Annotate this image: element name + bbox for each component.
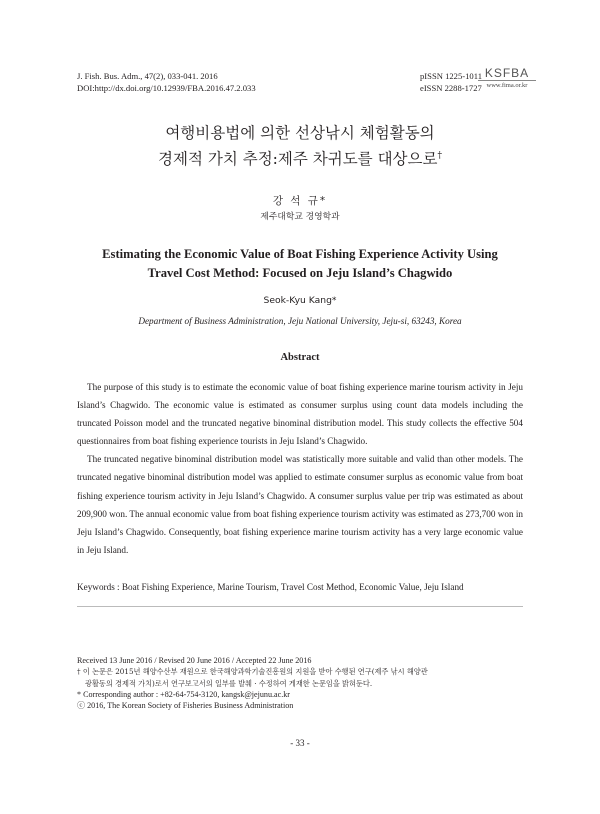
logo-url[interactable]: www.fima.or.kr bbox=[486, 82, 528, 89]
english-title bbox=[60, 245, 540, 283]
footnote-divider bbox=[77, 606, 523, 607]
english-title-line2: Travel Cost Method: Focused on Jeju Island’s Chagwido bbox=[147, 266, 453, 280]
korean-author: 강 석 규* bbox=[272, 195, 328, 207]
korean-title-line1: 여행비용법에 의한 선상낚시 체험활동의 bbox=[165, 124, 435, 142]
funding-note-line1: † 이 논문은 2015년 해양수산부 재원으로 한국해양과학기술진흥원의 지원을 받아 수행된 연구(제주 낚시 해양관 bbox=[77, 667, 428, 677]
abstract-paragraph-2: The truncated negative binominal distribution model was statistically more suitable and valid than other models. The truncated negative binominal distribution model was applied to estimate consumer surplus as economic value from boat fishing experience tourism activity in Jeju Island’s Chagwido. A consumer surplus value per trip was estimated as about 209,900 won. The annual economic value from boat fishing experience tourism activity was estimated as 273,700 won in Jeju Island’s Chagwido. Consequently, boat fishing experience marine tourism activity has a very large economic value in Jeju Island. bbox=[77, 454, 523, 555]
logo-mark: KSFBA bbox=[478, 67, 536, 81]
issn-block bbox=[420, 70, 482, 94]
pissn: pISSN 1225-1011 bbox=[420, 71, 482, 81]
journal-citation: J. Fish. Bus. Adm., 47(2), 033-041. 2016 bbox=[77, 71, 218, 81]
keywords: Keywords : Boat Fishing Experience, Marine Tourism, Travel Cost Method, Economic Value, Jeju Island bbox=[77, 582, 464, 592]
journal-header bbox=[77, 70, 256, 94]
korean-affiliation: 제주대학교 경영학과 bbox=[260, 212, 340, 222]
doi-link[interactable]: DOI:http://dx.doi.org/10.12939/FBA.2016.47.2.033 bbox=[77, 83, 256, 93]
ksfba-logo bbox=[478, 67, 536, 90]
page-number: - 33 - bbox=[290, 738, 310, 748]
abstract-paragraph-1: The purpose of this study is to estimate the economic value of boat fishing experience marine tourism activity in Jeju Island’s Chagwido. The economic value is estimated as consumer surplus using count data models including the truncated Poisson model and the truncated negative binominal distribution model. This study collects the effective 504 questionnaires from boat fishing experience tourists in Jeju Island’s Chagwido. bbox=[77, 382, 523, 447]
english-title-line1: Estimating the Economic Value of Boat Fishing Experience Activity Using bbox=[102, 247, 498, 261]
received-dates: Received 13 June 2016 / Revised 20 June 2016 / Accepted 22 June 2016 bbox=[77, 656, 312, 665]
funding-note-line2: 광활동의 경제적 가치)로서 연구보고서의 일부를 발췌 · 수정하여 게재한 논문임을 밝혀둔다. bbox=[85, 678, 373, 688]
title-footnote-mark: † bbox=[437, 151, 442, 161]
copyright: ⓒ 2016, The Korean Society of Fisheries Business Administration bbox=[77, 701, 294, 711]
abstract-heading: Abstract bbox=[280, 352, 320, 363]
eissn: eISSN 2288-1727 bbox=[420, 83, 482, 93]
english-affiliation: Department of Business Administration, Jeju National University, Jeju-si, 63243, Korea bbox=[138, 316, 462, 326]
footnotes bbox=[77, 655, 527, 711]
abstract-body bbox=[77, 378, 523, 559]
korean-title-line2: 경제적 가치 추정:제주 차귀도를 대상으로 bbox=[158, 150, 438, 169]
corresponding-author: * Corresponding author : +82-64-754-3120, kangsk@jejunu.ac.kr bbox=[77, 689, 290, 699]
english-author: Seok-Kyu Kang* bbox=[263, 295, 337, 306]
korean-title bbox=[60, 122, 540, 171]
